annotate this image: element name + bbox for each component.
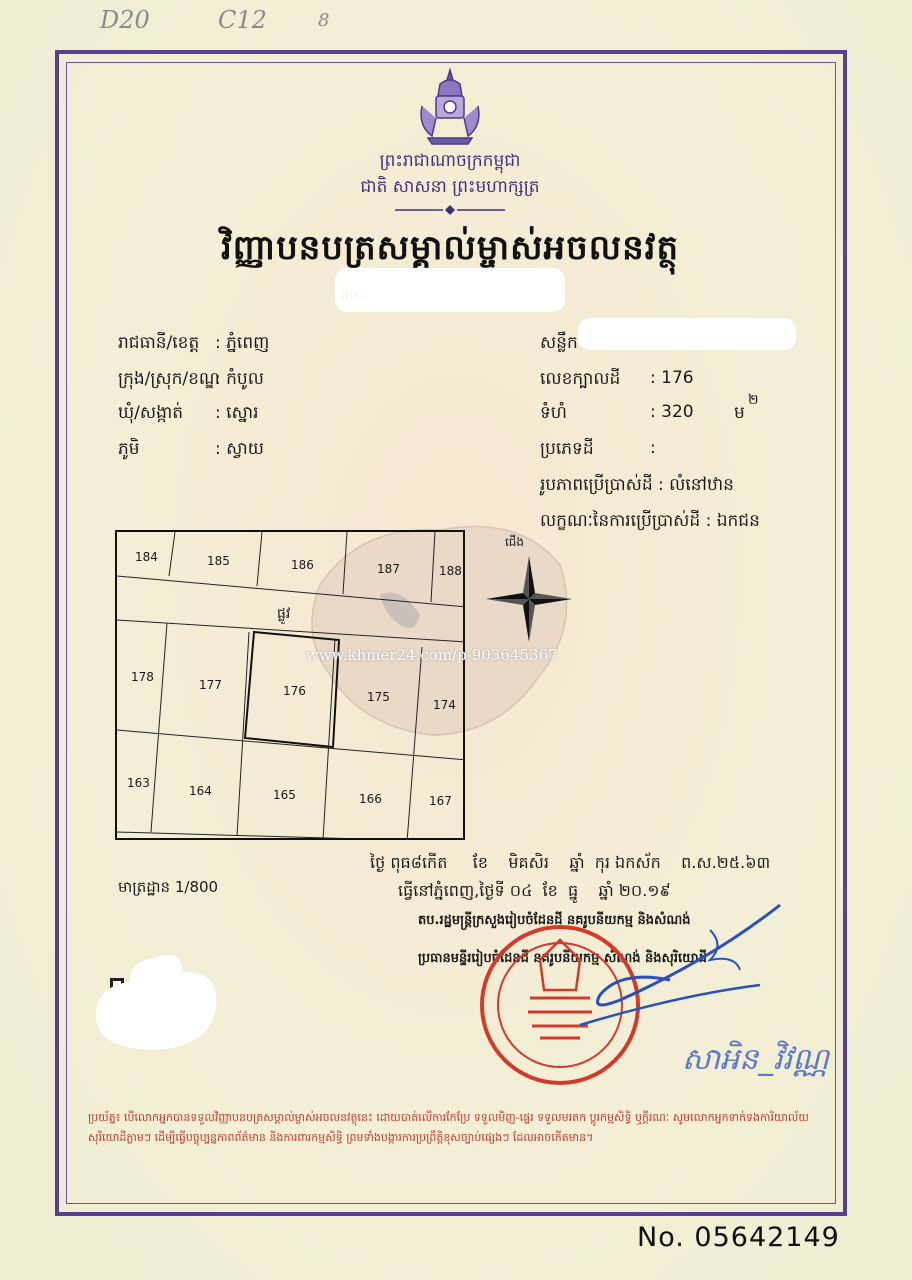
area-label: ទំហំ <box>540 403 567 423</box>
parcel-184: 184 <box>135 550 158 564</box>
road-label: ផ្លូវ <box>277 606 291 622</box>
motto-ornament <box>395 204 505 216</box>
legal-footnote: ប្រយ័ត្ន៖ បើលោកអ្នកបានទទួលវិញ្ញាបនបត្រសម្គាល់ម្ចាស់អចលនវត្ថុនេះ ដោយបាត់លើការកែប្រែ ទទួលមិញ-ផ្ទេរ ទទួលមរតក ប្ដូរកម្មសិទ្ធិ ឬក្ដីរណៈ សូមលោកអ្នកទាក់ទងការិយាល័យសុរិយោដីភ្លាមៗ ដើម្បីធ្វើបច្ចុប្បន្នភាពព័ត៌មាន និងការពារកម្មសិទ្ធិ ព្រមទាំងបង្ការការប្រព្រឹត្តិខុសច្បាប់ផ្សេងៗ ដែលអាចកើតមាន។ <box>88 1111 809 1144</box>
commune-value: : ស្នោរ <box>215 403 259 423</box>
website-watermark: www.khmer24.com/p-903645367 <box>306 646 558 664</box>
solar-date: ធ្វើនៅភ្នំពេញ,ថ្ងៃទី ០៤ ខែ ធ្នូ ឆ្នាំ ២០.១៩ <box>398 881 671 900</box>
area-unit: ម <box>734 403 745 423</box>
land-use-label: រូបភាពប្រើប្រាស់ដី : លំនៅឋាន <box>540 475 734 495</box>
north-arrow-icon <box>484 554 574 644</box>
parcel-174: 174 <box>433 698 456 712</box>
signatory-title-2: ប្រធានមន្ទីររៀបចំដែនដី នគរូបនីយកម្ម សំណង់ និងសុរិយោដី <box>418 951 707 966</box>
area-value: : 320 <box>650 402 694 422</box>
parcel-number-label: លេខក្បាលដី <box>540 369 621 389</box>
parcel-177: 177 <box>199 678 222 692</box>
parcel-163: 163 <box>127 776 150 790</box>
parcel-176: 176 <box>283 684 306 698</box>
village-value: : ស្វាយ <box>215 439 264 459</box>
scale-label: មាត្រដ្ឋាន 1/800 <box>118 878 219 896</box>
parcel-164: 164 <box>189 784 212 798</box>
handnote-3: 8 <box>318 10 330 31</box>
parcel-185: 185 <box>207 554 230 568</box>
lunar-date: ថ្ងៃ ពុធ៨កើត ខែ មិគសិរ ឆ្នាំ កុរ ឯកស័ក ព.ស.២៥.៦៣ <box>370 853 771 872</box>
signatory-name: សាអិន_វិវណ្ណ <box>682 1042 829 1077</box>
serial-number: No. 05642149 <box>637 1222 840 1253</box>
parcel-186: 186 <box>291 558 314 572</box>
redaction-number <box>335 268 565 312</box>
province-label: រាជធានី/ខេត្ត <box>118 333 200 353</box>
sheet-label: សន្លឹក <box>540 333 578 353</box>
land-type-label: ប្រភេទដី <box>540 439 594 459</box>
parcel-165: 165 <box>273 788 296 802</box>
district-value: : កំបូល <box>215 369 264 389</box>
area-unit-superscript: ២ <box>748 392 759 408</box>
parcel-187: 187 <box>377 562 400 576</box>
province-value: : ភ្នំពេញ <box>215 333 270 353</box>
cadastral-plan <box>115 530 465 840</box>
certificate-title: វិញ្ញាបនបត្រសម្គាល់ម្ចាស់អចលនវត្ថុ <box>220 228 680 268</box>
redaction-sheet <box>578 318 796 350</box>
parcel-167: 167 <box>429 794 452 808</box>
national-motto: ជាតិ សាសនា ព្រះមហាក្សត្រ <box>360 177 540 197</box>
kingdom-name: ព្រះរាជាណាចក្រកម្ពុជា <box>379 151 521 171</box>
royal-emblem-icon <box>410 66 490 146</box>
parcel-175: 175 <box>367 690 390 704</box>
redaction-qr <box>92 950 227 1055</box>
district-label: ក្រុង/ស្រុក/ខណ្ឌ <box>118 369 220 389</box>
signatory-title-1: តប.រដ្ឋមន្ត្រីក្រសួងរៀបចំដែនដី នគរូបនីយកម្ម និងសំណង់ <box>418 913 691 928</box>
handnote-2: C12 <box>218 6 267 34</box>
parcel-178: 178 <box>131 670 154 684</box>
land-use-characteristic: លក្ខណៈនៃការប្រើប្រាស់ដី : ឯកជន <box>540 511 760 531</box>
parcel-188: 188 <box>439 564 462 578</box>
parcel-166: 166 <box>359 792 382 806</box>
land-type-value: : <box>650 438 656 458</box>
handwritten-signature <box>560 900 790 1030</box>
handnote-1: D20 <box>100 6 150 34</box>
commune-label: ឃុំ/សង្កាត់ <box>118 403 184 423</box>
village-label: ភូមិ <box>118 439 140 459</box>
north-label: ជើង <box>505 535 525 549</box>
parcel-number-value: : 176 <box>650 368 694 388</box>
